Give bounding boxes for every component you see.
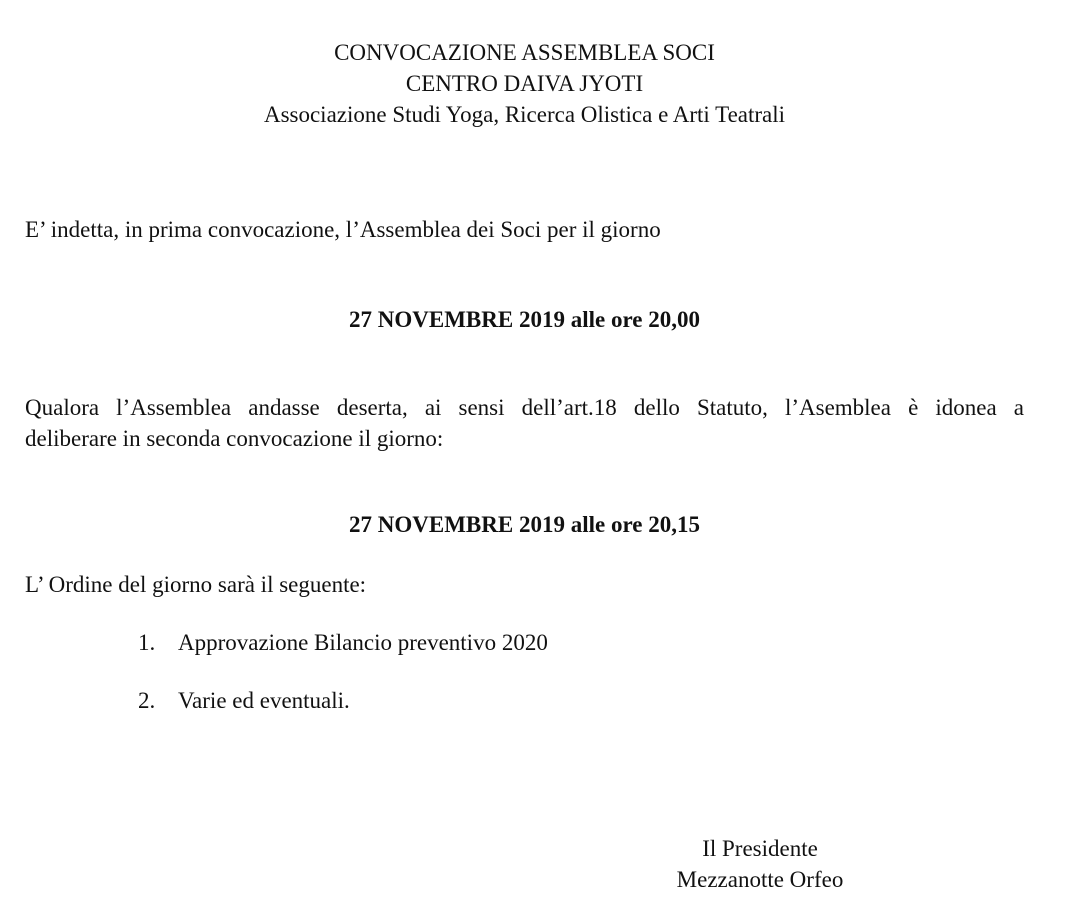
- agenda-item-text: Approvazione Bilancio preventivo 2020: [178, 630, 548, 655]
- second-convocation-line-1: Qualora l’Assemblea andasse deserta, ai sensi dell’art.18 dello Statuto, l’Asemblea è idonea a: [25, 395, 1024, 420]
- header-title: CONVOCAZIONE ASSEMBLEA SOCI: [334, 40, 715, 65]
- agenda-intro: L’ Ordine del giorno sarà il seguente:: [25, 572, 367, 597]
- agenda-item-number: 2.: [138, 688, 156, 713]
- signature-name: Mezzanotte Orfeo: [676, 867, 844, 892]
- second-convocation-paragraph: [25, 392, 1024, 454]
- header-organization: CENTRO DAIVA JYOTI: [405, 71, 644, 96]
- intro-paragraph: E’ indetta, in prima convocazione, l’Assemblea dei Soci per il giorno: [25, 217, 661, 242]
- second-convocation-date: 27 NOVEMBRE 2019 alle ore 20,15: [349, 512, 700, 537]
- first-convocation-date: 27 NOVEMBRE 2019 alle ore 20,00: [349, 307, 700, 332]
- agenda-item-number: 1.: [138, 630, 156, 655]
- agenda-item-text: Varie ed eventuali.: [178, 688, 350, 713]
- second-convocation-line-2: deliberare in seconda convocazione il giorno:: [25, 426, 444, 451]
- agenda-item: [138, 685, 350, 716]
- agenda-item: [138, 627, 548, 658]
- signature-role: Il Presidente: [702, 836, 818, 861]
- header-subtitle: Associazione Studi Yoga, Ricerca Olistica e Arti Teatrali: [263, 102, 786, 127]
